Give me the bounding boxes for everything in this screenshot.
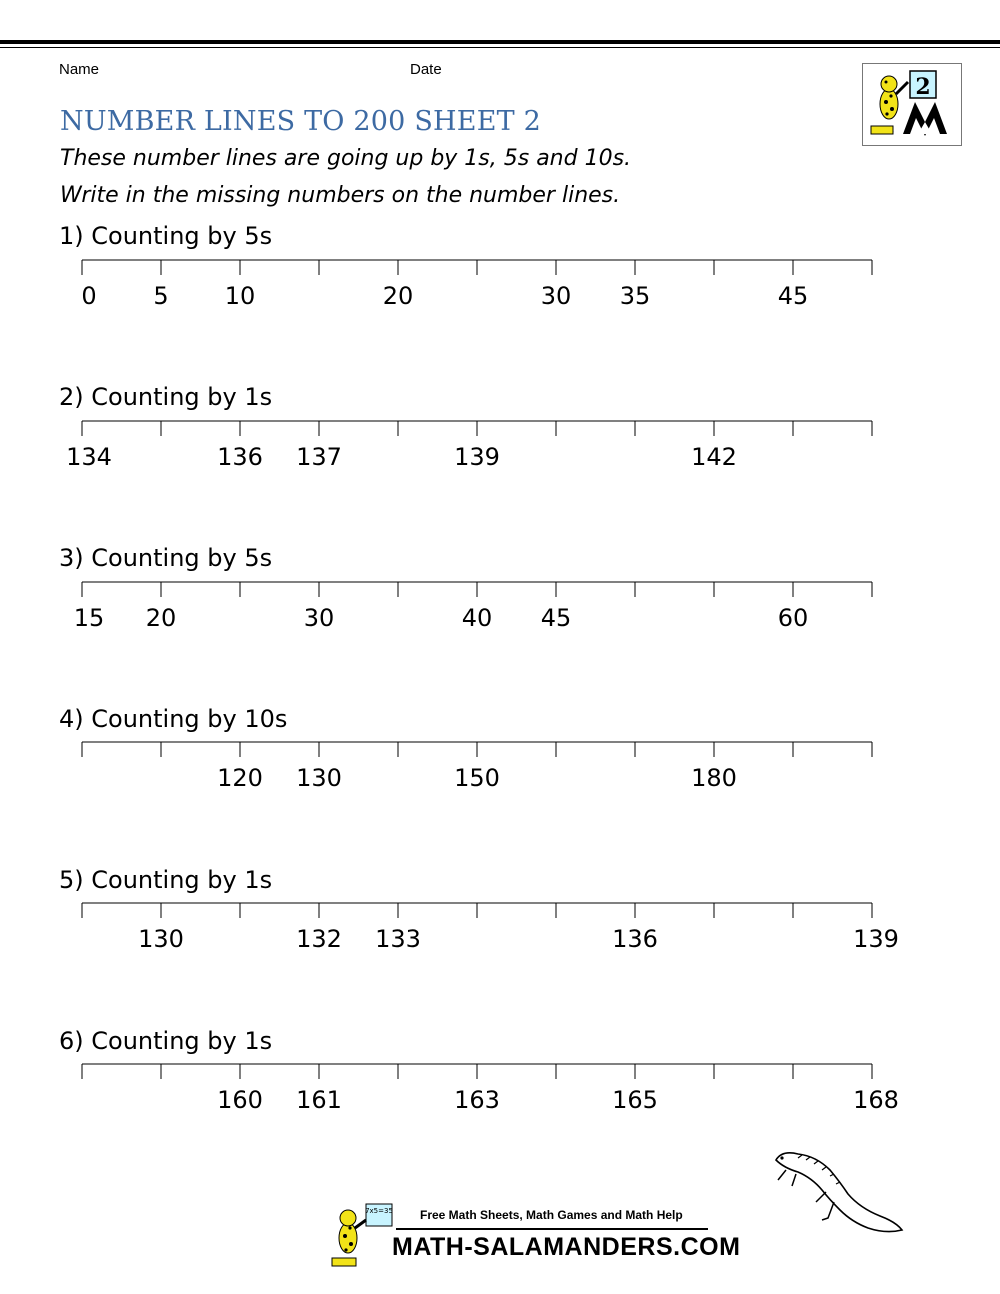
page-title: NUMBER LINES TO 200 SHEET 2 bbox=[60, 106, 541, 137]
tick-label: 150 bbox=[454, 764, 500, 792]
tick-label: 139 bbox=[853, 925, 899, 953]
tick-label: 136 bbox=[612, 925, 658, 953]
footer-rule bbox=[396, 1228, 708, 1230]
tick-label: 160 bbox=[217, 1086, 263, 1114]
tick-label: 45 bbox=[777, 282, 809, 310]
problem-6-title: 6) Counting by 1s bbox=[59, 1027, 273, 1055]
number-line-4 bbox=[82, 742, 872, 792]
tick-label: 15 bbox=[73, 604, 105, 632]
tick-label: 20 bbox=[382, 282, 414, 310]
tick-label: 120 bbox=[217, 764, 263, 792]
tick-label: 136 bbox=[217, 443, 263, 471]
footer-logo-icon bbox=[328, 1200, 398, 1270]
tick-label: 30 bbox=[303, 604, 335, 632]
tick-label: 161 bbox=[296, 1086, 342, 1114]
problem-2-title: 2) Counting by 1s bbox=[59, 383, 273, 411]
tick-label: 133 bbox=[375, 925, 421, 953]
tick-label: 134 bbox=[66, 443, 112, 471]
tick-label: 40 bbox=[461, 604, 493, 632]
tick-label: 60 bbox=[777, 604, 809, 632]
instruction-line-2: Write in the missing numbers on the number lines. bbox=[60, 183, 621, 208]
tick-label: 142 bbox=[691, 443, 737, 471]
footer-tagline: Free Math Sheets, Math Games and Math Help bbox=[420, 1208, 683, 1222]
number-line-1 bbox=[81, 260, 872, 310]
instruction-line-1: These number lines are going up by 1s, 5s and 10s. bbox=[60, 146, 632, 171]
tick-label: 168 bbox=[853, 1086, 899, 1114]
number-line-2 bbox=[66, 421, 872, 471]
problem-1-title: 1) Counting by 5s bbox=[59, 222, 273, 250]
footer-brand[interactable]: MATH-SALAMANDERS.COM bbox=[392, 1233, 741, 1261]
tick-label: 20 bbox=[145, 604, 177, 632]
problem-5-title: 5) Counting by 1s bbox=[59, 866, 273, 894]
tick-label: 30 bbox=[540, 282, 572, 310]
tick-label: 45 bbox=[540, 604, 572, 632]
salamander-icon bbox=[768, 1146, 908, 1241]
tick-label: 165 bbox=[612, 1086, 658, 1114]
tick-label: 130 bbox=[296, 764, 342, 792]
number-line-5 bbox=[82, 903, 899, 953]
tick-label: 163 bbox=[454, 1086, 500, 1114]
tick-label: 132 bbox=[296, 925, 342, 953]
tick-label: 180 bbox=[691, 764, 737, 792]
problem-3-title: 3) Counting by 5s bbox=[59, 544, 273, 572]
tick-label: 139 bbox=[454, 443, 500, 471]
number-line-6 bbox=[82, 1064, 899, 1114]
number-line-3 bbox=[74, 582, 872, 632]
logo-sign-text: 7x5=35 bbox=[365, 1207, 393, 1215]
problem-4-title: 4) Counting by 10s bbox=[59, 705, 288, 733]
grade-badge: 2 bbox=[915, 74, 931, 100]
tick-label: 0 bbox=[81, 282, 97, 310]
tick-label: 35 bbox=[619, 282, 651, 310]
tick-label: 130 bbox=[138, 925, 184, 953]
tick-label: 137 bbox=[296, 443, 342, 471]
date-label: Date bbox=[410, 61, 442, 78]
tick-label: 5 bbox=[153, 282, 169, 310]
name-label: Name bbox=[59, 61, 100, 78]
tick-label: 10 bbox=[224, 282, 256, 310]
